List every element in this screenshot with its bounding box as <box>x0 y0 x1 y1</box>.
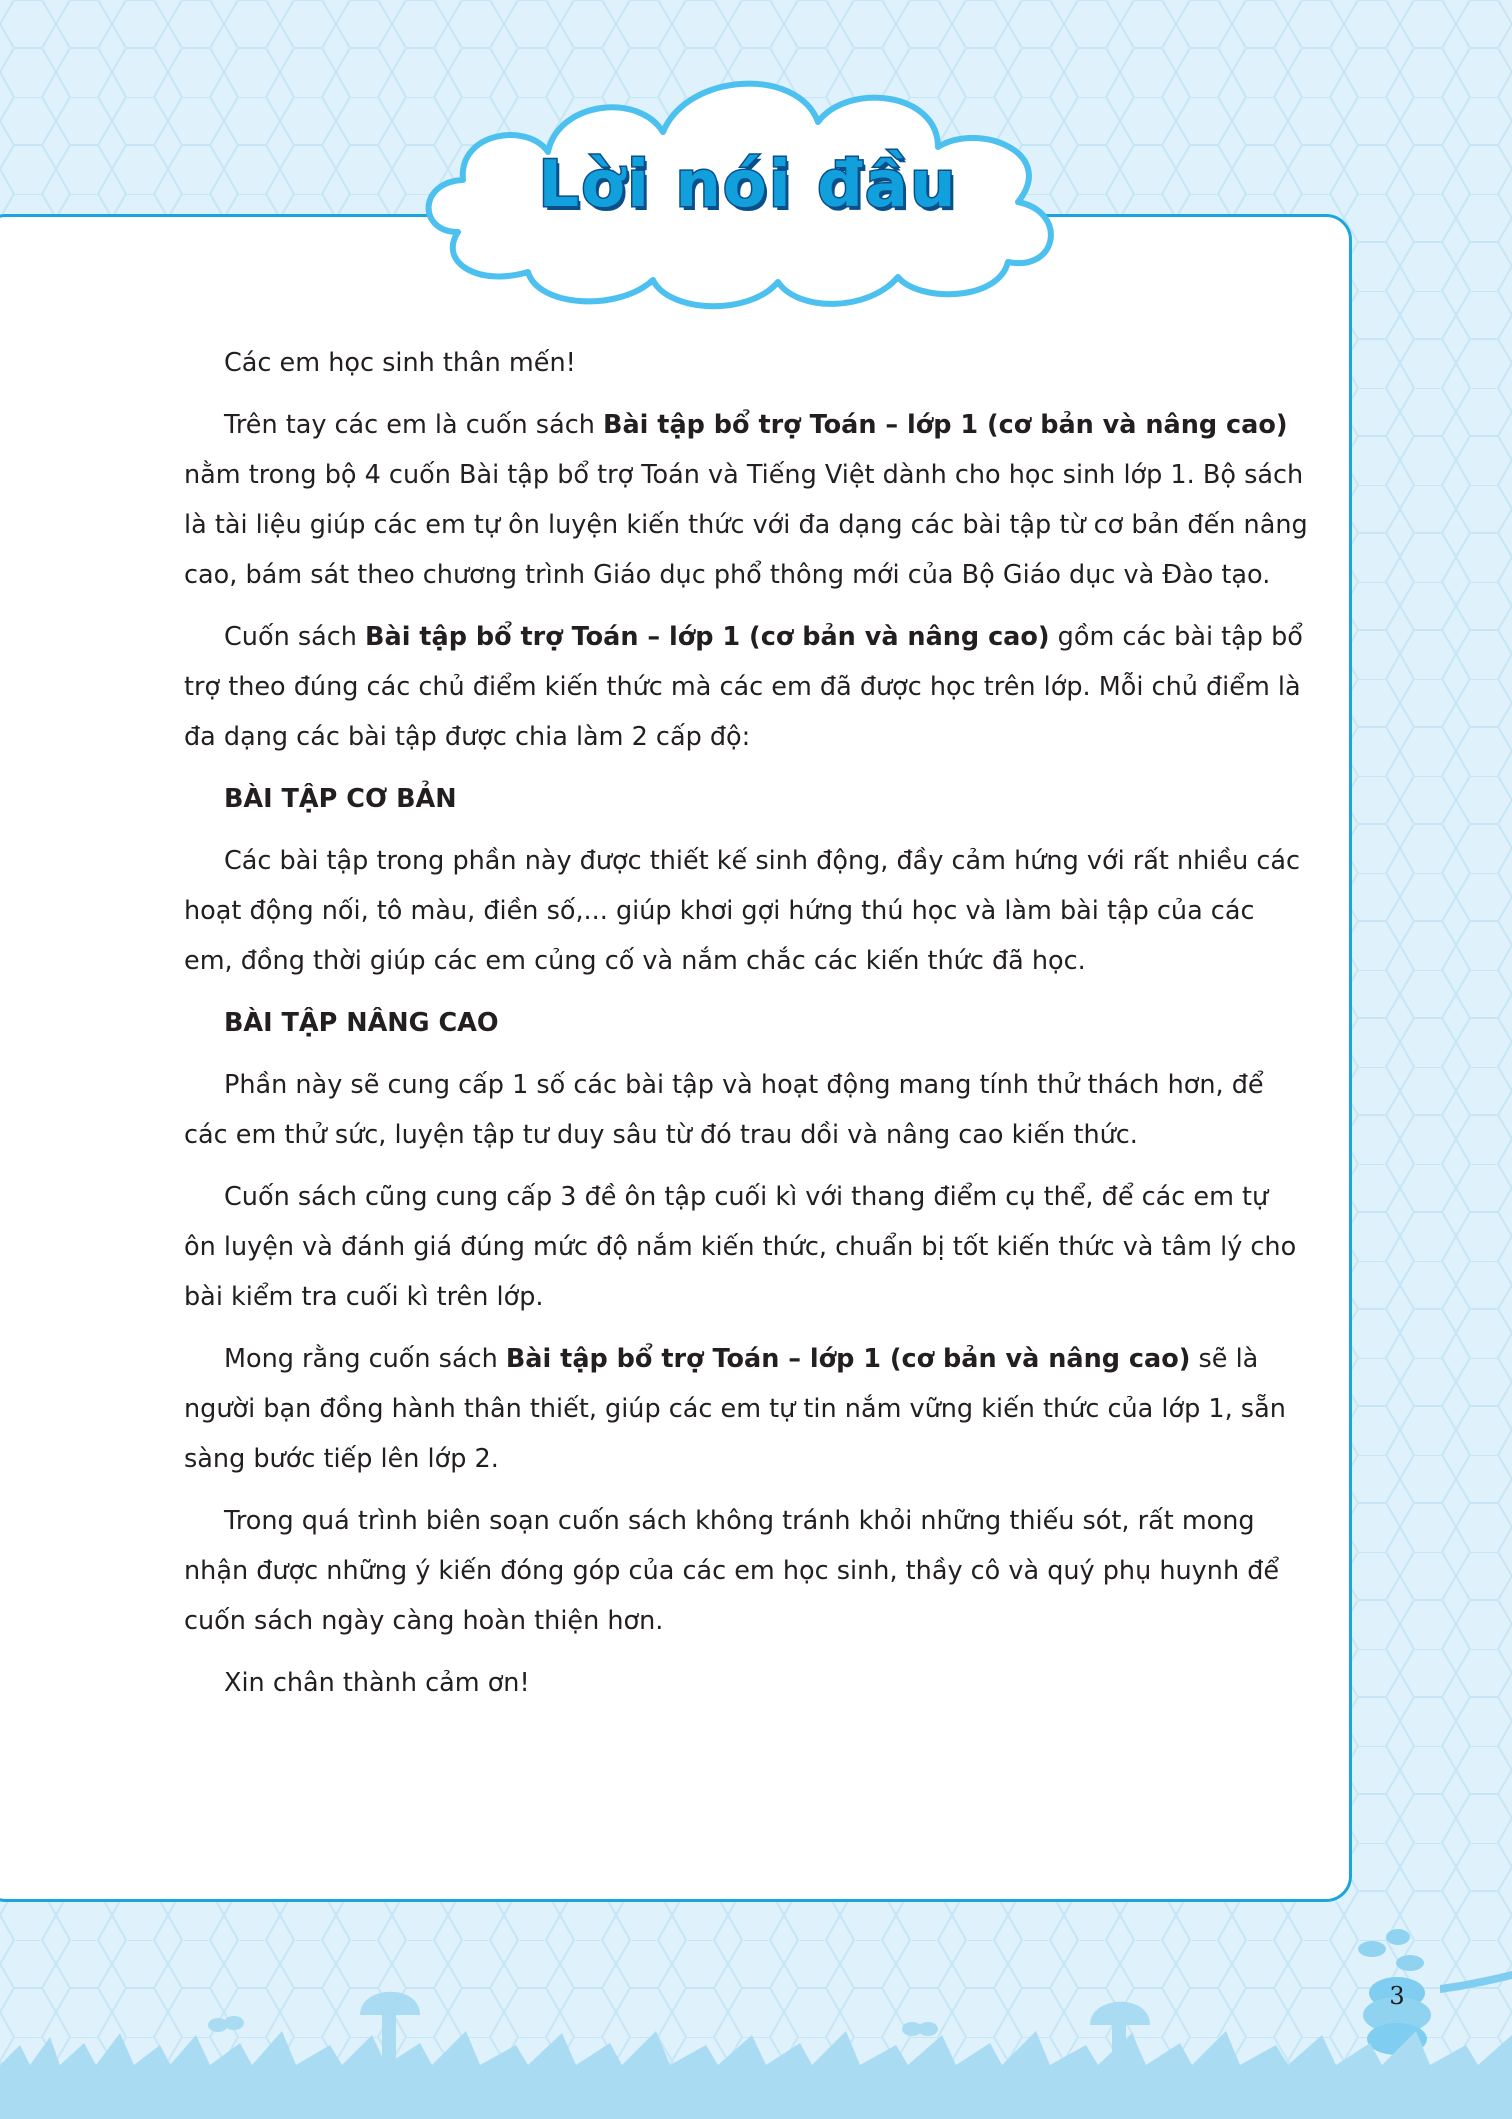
paragraph-intro <box>184 400 1308 600</box>
butterfly-icon <box>208 2016 244 2032</box>
text-segment: gồm các bài tập bổ trợ theo đúng các chủ điểm kiến thức mà các em đã được học trên lớp. Mỗi chủ điểm là đa dạng các bài tập được chia làm 2 cấp độ: <box>184 622 1303 752</box>
paragraph-review: Cuốn sách cũng cung cấp 3 đề ôn tập cuối kì với thang điểm cụ thể, để các em tự ôn luyện và đánh giá đúng mức độ nắm kiến thức, chuẩn bị tốt kiến thức và tâm lý cho bài kiểm tra cuối kì trên lớp. <box>184 1182 1297 1312</box>
paragraph-advanced: Phần này sẽ cung cấp 1 số các bài tập và hoạt động mang tính thử thách hơn, để các em thử sức, luyện tập tư duy sâu từ đó trau dồi và nâng cao kiến thức. <box>184 1070 1264 1150</box>
butterfly-icon <box>902 2022 938 2036</box>
preface-text <box>184 338 1308 1720</box>
paragraph-feedback: Trong quá trình biên soạn cuốn sách không tránh khỏi những thiếu sót, rất mong nhận được những ý kiến đóng góp của các em học sinh, thầy cô và quý phụ huynh để cuốn sách ngày càng hoàn thiện hơn. <box>184 1506 1280 1636</box>
text-segment: sẽ là người bạn đồng hành thân thiết, giúp các em tự tin nắm vững kiến thức của lớp 1, sẵn sàng bước tiếp lên lớp 2. <box>184 1344 1286 1474</box>
greeting: Các em học sinh thân mến! <box>224 348 576 378</box>
page-title: Lời nói đầu <box>538 148 958 222</box>
text-segment: Cuốn sách <box>224 622 366 652</box>
page-number: 3 <box>1389 1982 1405 2010</box>
paragraph-basic: Các bài tập trong phần này được thiết kế sinh động, đầy cảm hứng với rất nhiều các hoạt động nối, tô màu, điền số,... giúp khơi gợi hứng thú học và làm bài tập của các em, đồng thời giúp các em củng cố và nắm chắc các kiến thức đã học. <box>184 846 1301 976</box>
grass-icon <box>0 2031 1512 2119</box>
heading-advanced: BÀI TẬP NÂNG CAO <box>224 1008 499 1038</box>
heading-basic: BÀI TẬP CƠ BẢN <box>224 784 457 814</box>
text-segment: nằm trong bộ 4 cuốn Bài tập bổ trợ Toán và Tiếng Việt dành cho học sinh lớp 1. Bộ sách là tài liệu giúp các em tự ôn luyện kiến thức với đa dạng các bài tập từ cơ bản đến nâng cao, bám sát theo chương trình Giáo dục phổ thông mới của Bộ Giáo dục và Đào tạo. <box>184 460 1308 590</box>
closing: Xin chân thành cảm ơn! <box>224 1668 530 1698</box>
text-segment: Mong rằng cuốn sách <box>224 1344 506 1374</box>
text-segment: Trên tay các em là cuốn sách <box>224 410 604 440</box>
bottom-scene <box>0 1905 1512 2119</box>
book-title: Bài tập bổ trợ Toán – lớp 1 (cơ bản và nâng cao) <box>505 1344 1191 1374</box>
paragraph-structure <box>184 612 1308 762</box>
paragraph-hope <box>184 1334 1308 1484</box>
book-title: Bài tập bổ trợ Toán – lớp 1 (cơ bản và nâng cao) <box>603 410 1288 440</box>
book-title: Bài tập bổ trợ Toán – lớp 1 (cơ bản và nâng cao) <box>365 622 1050 652</box>
